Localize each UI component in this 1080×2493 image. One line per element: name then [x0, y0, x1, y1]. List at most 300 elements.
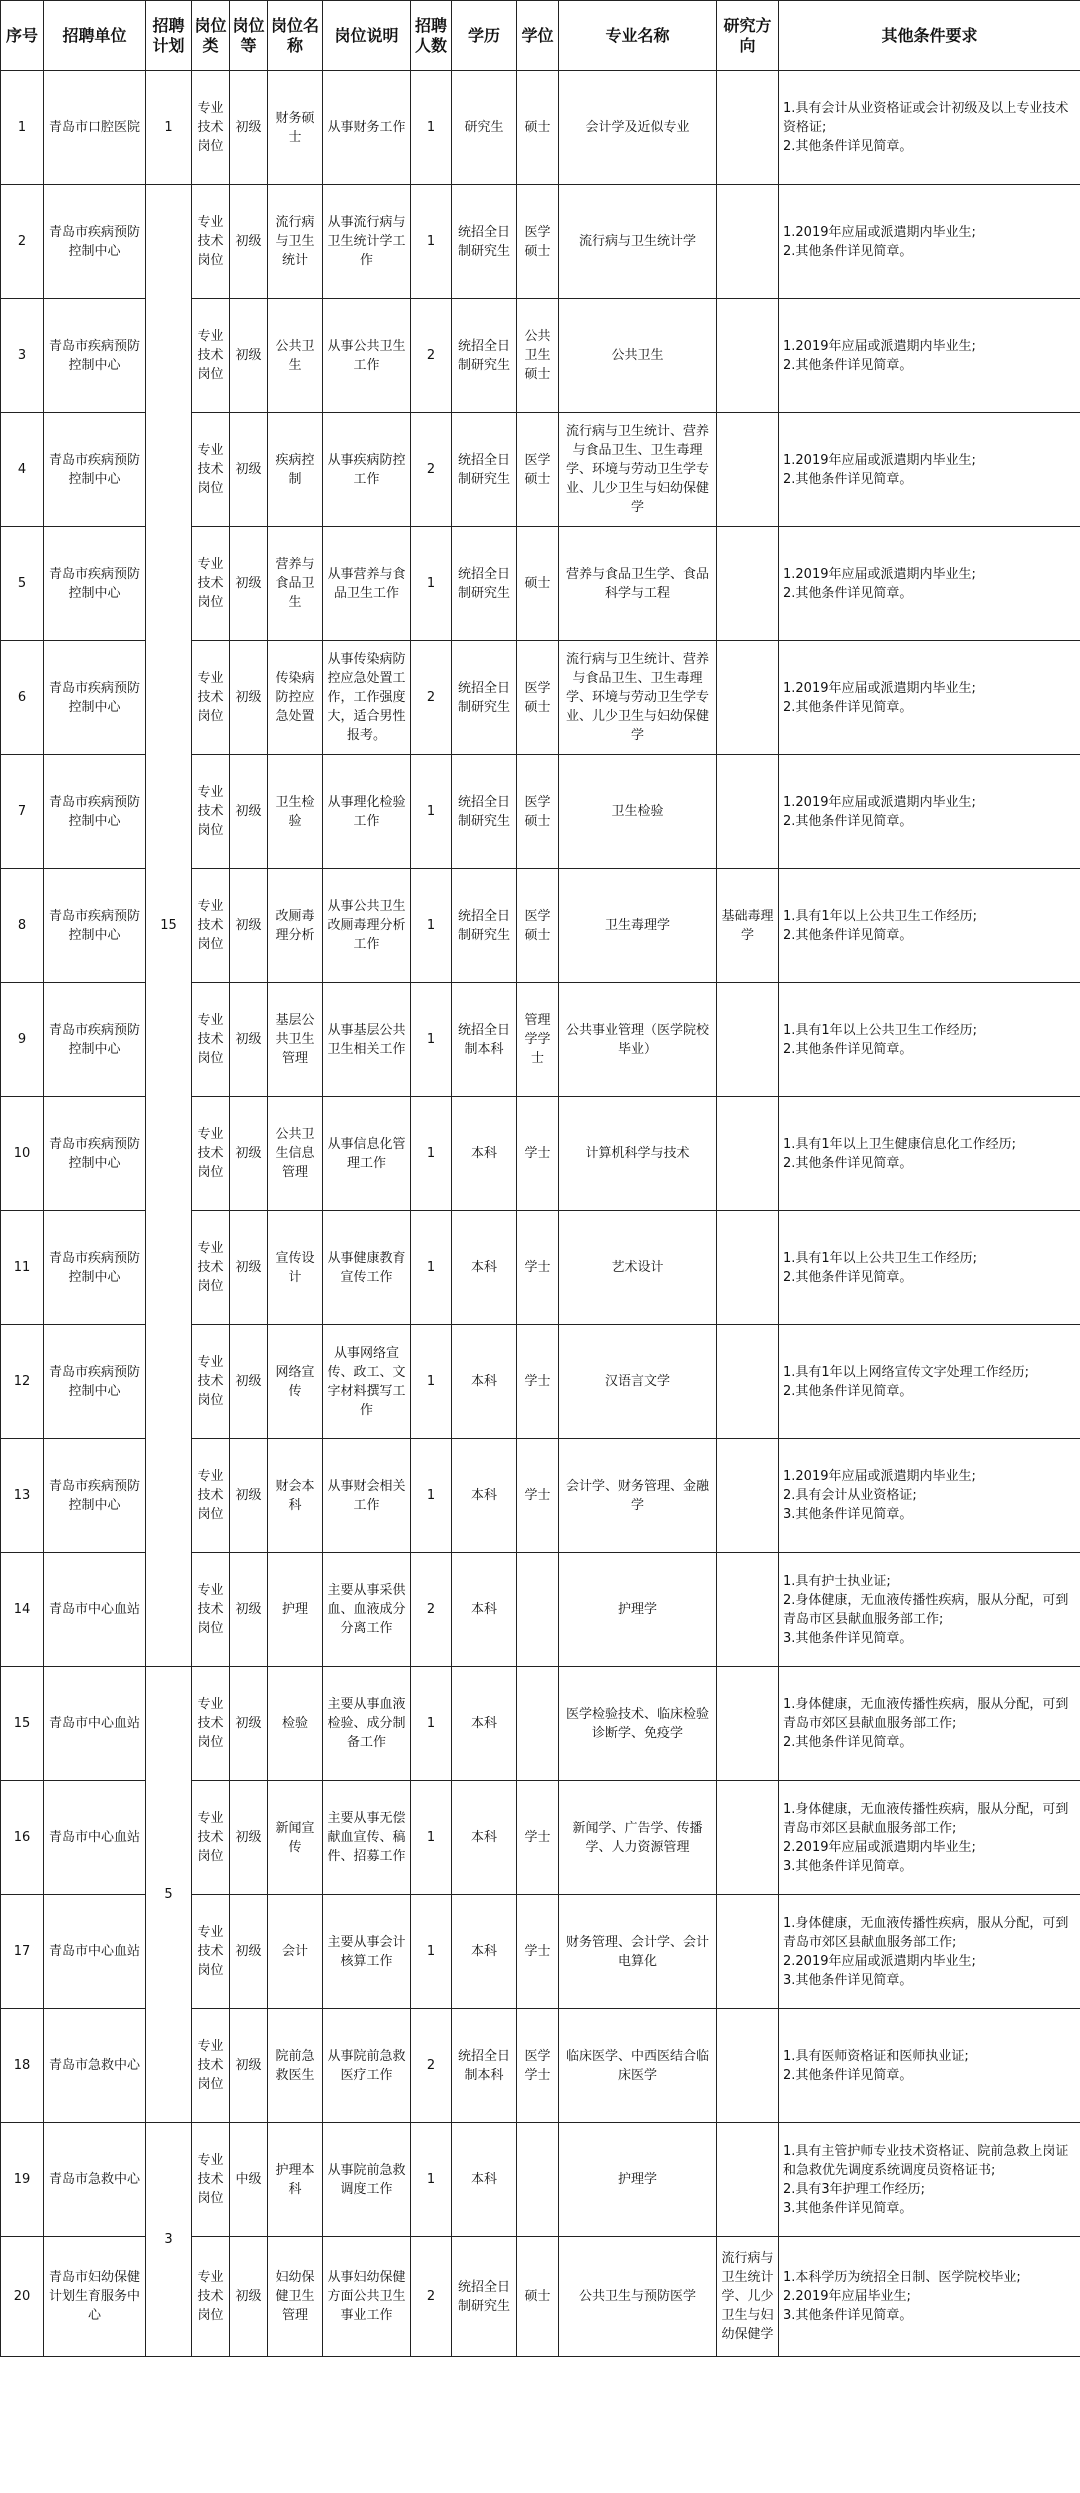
row-count: 1 [411, 527, 452, 641]
table-body [1, 71, 1080, 2357]
requirement-line: 2.其他条件详见简章。 [783, 813, 913, 829]
row-education: 统招全日制研究生 [452, 641, 517, 755]
row-category: 专业技术岗位 [192, 185, 230, 299]
row-seq: 10 [1, 1097, 44, 1211]
row-post: 公共卫生信息管理 [268, 1097, 323, 1211]
row-direction [717, 1439, 779, 1553]
row-major: 会计学、财务管理、金融学 [559, 1439, 717, 1553]
row-seq: 14 [1, 1553, 44, 1667]
row-unit: 青岛市妇幼保健计划生育服务中心 [44, 2237, 146, 2357]
row-plan: 15 [146, 185, 192, 1667]
row-requirements [779, 755, 1080, 869]
row-count: 2 [411, 2237, 452, 2357]
row-requirements [779, 71, 1080, 185]
requirement-line: 2.其他条件详见简章。 [783, 139, 913, 154]
requirement-line: 3.其他条件详见简章。 [783, 1507, 913, 1522]
row-plan: 3 [146, 2123, 192, 2357]
row-unit: 青岛市疾病预防控制中心 [44, 299, 146, 413]
row-grade: 初级 [230, 1895, 268, 2009]
row-unit: 青岛市疾病预防控制中心 [44, 527, 146, 641]
row-category: 专业技术岗位 [192, 413, 230, 527]
row-major: 公共卫生 [559, 299, 717, 413]
requirement-line: 2.2019年应届毕业生; [783, 2289, 911, 2304]
header-requirements: 其他条件要求 [779, 1, 1080, 71]
row-unit: 青岛市疾病预防控制中心 [44, 413, 146, 527]
requirement-line: 1.具有医师资格证和医师执业证; [783, 2048, 969, 2064]
row-description: 从事公共卫生工作 [323, 299, 411, 413]
row-education: 统招全日制本科 [452, 2009, 517, 2123]
requirement-line: 1.具有1年以上公共卫生工作经历; [783, 1022, 978, 1038]
requirement-line: 1.具有主管护师专业技术资格证、院前急救上岗证和急救优先调度系统调度员资格证书; [783, 2143, 1069, 2178]
row-description: 主要从事采供血、血液成分分离工作 [323, 1553, 411, 1667]
row-category: 专业技术岗位 [192, 1781, 230, 1895]
row-description: 从事公共卫生改厕毒理分析工作 [323, 869, 411, 983]
requirement-line: 1.身体健康，无血液传播性疾病，服从分配，可到青岛市郊区县献血服务部工作; [783, 1915, 1069, 1950]
header-plan: 招聘计划 [146, 1, 192, 71]
requirement-line: 1.2019年应届或派遣期内毕业生; [783, 680, 976, 696]
row-seq: 18 [1, 2009, 44, 2123]
row-description: 从事传染病防控应急处置工作，工作强度大，适合男性报考。 [323, 641, 411, 755]
row-unit: 青岛市急救中心 [44, 2123, 146, 2237]
row-direction [717, 2009, 779, 2123]
row-seq: 3 [1, 299, 44, 413]
row-seq: 19 [1, 2123, 44, 2237]
row-category: 专业技术岗位 [192, 1553, 230, 1667]
row-unit: 青岛市疾病预防控制中心 [44, 1439, 146, 1553]
row-requirements [779, 1667, 1080, 1781]
row-plan: 5 [146, 1667, 192, 2123]
row-direction [717, 2123, 779, 2237]
row-education: 本科 [452, 1097, 517, 1211]
row-unit: 青岛市疾病预防控制中心 [44, 755, 146, 869]
row-education: 本科 [452, 2123, 517, 2237]
row-category: 专业技术岗位 [192, 1211, 230, 1325]
requirement-line: 1.身体健康，无血液传播性疾病，服从分配，可到青岛市郊区县献血服务部工作; [783, 1697, 1069, 1731]
row-requirements [779, 299, 1080, 413]
row-requirements [779, 1211, 1080, 1325]
requirement-line: 2.具有会计从业资格证; [783, 1488, 917, 1503]
requirement-line: 3.其他条件详见简章。 [783, 2308, 913, 2323]
row-count: 1 [411, 1895, 452, 2009]
row-direction [717, 71, 779, 185]
row-education: 本科 [452, 1553, 517, 1667]
row-description: 从事流行病与卫生统计学工作 [323, 185, 411, 299]
row-category: 专业技术岗位 [192, 299, 230, 413]
row-seq: 9 [1, 983, 44, 1097]
row-education: 本科 [452, 1781, 517, 1895]
row-grade: 初级 [230, 2009, 268, 2123]
row-seq: 8 [1, 869, 44, 983]
header-row [1, 1, 1080, 71]
row-post: 护理本科 [268, 2123, 323, 2237]
row-direction [717, 299, 779, 413]
row-degree: 硕士 [517, 2237, 559, 2357]
header-category: 岗位类 [192, 1, 230, 71]
row-unit: 青岛市中心血站 [44, 1667, 146, 1781]
row-direction [717, 1895, 779, 2009]
row-education: 统招全日制研究生 [452, 2237, 517, 2357]
row-description: 从事营养与食品卫生工作 [323, 527, 411, 641]
row-degree [517, 1667, 559, 1781]
row-major: 艺术设计 [559, 1211, 717, 1325]
row-post: 疾病控制 [268, 413, 323, 527]
row-major: 公共卫生与预防医学 [559, 2237, 717, 2357]
requirement-line: 2.其他条件详见简章。 [783, 357, 913, 373]
row-seq: 1 [1, 71, 44, 185]
requirement-line: 3.其他条件详见简章。 [783, 1630, 913, 1646]
row-description: 从事疾病防控工作 [323, 413, 411, 527]
row-seq: 11 [1, 1211, 44, 1325]
row-grade: 初级 [230, 1211, 268, 1325]
row-count: 1 [411, 869, 452, 983]
row-education: 统招全日制研究生 [452, 527, 517, 641]
row-description: 从事财会相关工作 [323, 1439, 411, 1553]
row-seq: 5 [1, 527, 44, 641]
requirement-line: 2.其他条件详见简章。 [783, 1383, 913, 1399]
row-degree: 医学硕士 [517, 413, 559, 527]
row-grade: 初级 [230, 2237, 268, 2357]
row-degree: 管理学学士 [517, 983, 559, 1097]
row-education: 本科 [452, 1439, 517, 1553]
row-count: 1 [411, 185, 452, 299]
requirement-line: 1.具有1年以上网络宣传文字处理工作经历; [783, 1364, 1030, 1380]
row-education: 本科 [452, 1211, 517, 1325]
row-requirements [779, 1439, 1080, 1553]
row-education: 研究生 [452, 71, 517, 185]
row-description: 从事院前急救医疗工作 [323, 2009, 411, 2123]
row-description: 从事理化检验工作 [323, 755, 411, 869]
row-description: 主要从事血液检验、成分制备工作 [323, 1667, 411, 1781]
row-grade: 初级 [230, 869, 268, 983]
row-degree: 医学硕士 [517, 755, 559, 869]
row-count: 1 [411, 2123, 452, 2237]
requirement-line: 2.其他条件详见简章。 [783, 471, 913, 487]
row-description: 从事健康教育宣传工作 [323, 1211, 411, 1325]
row-count: 1 [411, 1439, 452, 1553]
row-direction [717, 641, 779, 755]
row-post: 改厕毒理分析 [268, 869, 323, 983]
row-seq: 17 [1, 1895, 44, 2009]
row-degree: 医学学士 [517, 2009, 559, 2123]
row-grade: 初级 [230, 413, 268, 527]
row-direction [717, 1097, 779, 1211]
row-degree: 学士 [517, 1439, 559, 1553]
row-category: 专业技术岗位 [192, 71, 230, 185]
row-major: 卫生检验 [559, 755, 717, 869]
requirement-line: 1.2019年应届或派遣期内毕业生; [783, 1469, 976, 1484]
row-post: 基层公共卫生管理 [268, 983, 323, 1097]
requirement-line: 2.其他条件详见简章。 [783, 243, 913, 259]
row-requirements [779, 1895, 1080, 2009]
requirement-line: 2.其他条件详见简章。 [783, 2067, 913, 2083]
row-requirements [779, 185, 1080, 299]
row-unit: 青岛市疾病预防控制中心 [44, 185, 146, 299]
row-count: 1 [411, 1211, 452, 1325]
row-direction [717, 1325, 779, 1439]
row-education: 本科 [452, 1325, 517, 1439]
row-unit: 青岛市疾病预防控制中心 [44, 1211, 146, 1325]
row-requirements [779, 641, 1080, 755]
row-category: 专业技术岗位 [192, 641, 230, 755]
row-count: 2 [411, 1553, 452, 1667]
row-education: 统招全日制研究生 [452, 869, 517, 983]
row-count: 1 [411, 1097, 452, 1211]
row-seq: 2 [1, 185, 44, 299]
row-seq: 16 [1, 1781, 44, 1895]
row-category: 专业技术岗位 [192, 869, 230, 983]
requirement-line: 1.2019年应届或派遣期内毕业生; [783, 224, 976, 240]
requirement-line: 3.其他条件详见简章。 [783, 2200, 913, 2216]
header-description: 岗位说明 [323, 1, 411, 71]
row-requirements [779, 869, 1080, 983]
requirement-line: 1.2019年应届或派遣期内毕业生; [783, 566, 976, 582]
row-grade: 初级 [230, 527, 268, 641]
row-requirements [779, 413, 1080, 527]
requirement-line: 2.其他条件详见简章。 [783, 1735, 913, 1750]
row-seq: 7 [1, 755, 44, 869]
row-post: 卫生检验 [268, 755, 323, 869]
row-description: 主要从事无偿献血宣传、稿件、招募工作 [323, 1781, 411, 1895]
row-unit: 青岛市中心血站 [44, 1895, 146, 2009]
row-description: 主要从事会计核算工作 [323, 1895, 411, 2009]
requirement-line: 2.其他条件详见简章。 [783, 1041, 913, 1057]
row-post: 公共卫生 [268, 299, 323, 413]
row-degree: 学士 [517, 1097, 559, 1211]
row-seq: 20 [1, 2237, 44, 2357]
row-post: 宣传设计 [268, 1211, 323, 1325]
row-grade: 初级 [230, 71, 268, 185]
row-count: 1 [411, 71, 452, 185]
requirement-line: 1.具有1年以上卫生健康信息化工作经历; [783, 1136, 1017, 1152]
row-seq: 15 [1, 1667, 44, 1781]
row-unit: 青岛市疾病预防控制中心 [44, 641, 146, 755]
requirement-line: 1.2019年应届或派遣期内毕业生; [783, 452, 976, 468]
row-education: 统招全日制研究生 [452, 185, 517, 299]
row-count: 1 [411, 1667, 452, 1781]
row-grade: 初级 [230, 1667, 268, 1781]
row-grade: 初级 [230, 1553, 268, 1667]
row-grade: 初级 [230, 299, 268, 413]
table-row [1, 1667, 1080, 1781]
row-count: 2 [411, 2009, 452, 2123]
header-unit: 招聘单位 [44, 1, 146, 71]
requirement-line: 2.其他条件详见简章。 [783, 699, 913, 715]
row-post: 传染病防控应急处置 [268, 641, 323, 755]
row-count: 2 [411, 641, 452, 755]
row-seq: 4 [1, 413, 44, 527]
row-grade: 中级 [230, 2123, 268, 2237]
header-grade: 岗位等 [230, 1, 268, 71]
row-requirements [779, 983, 1080, 1097]
requirement-line: 1.身体健康，无血液传播性疾病，服从分配，可到青岛市郊区县献血服务部工作; [783, 1801, 1069, 1836]
row-degree [517, 1553, 559, 1667]
row-major: 流行病与卫生统计、营养与食品卫生、卫生毒理学、环境与劳动卫生学专业、儿少卫生与妇幼保健学 [559, 413, 717, 527]
row-major: 新闻学、广告学、传播学、人力资源管理 [559, 1781, 717, 1895]
row-degree [517, 2123, 559, 2237]
row-degree: 学士 [517, 1781, 559, 1895]
row-major: 财务管理、会计学、会计电算化 [559, 1895, 717, 2009]
row-count: 2 [411, 299, 452, 413]
row-grade: 初级 [230, 1097, 268, 1211]
row-category: 专业技术岗位 [192, 1895, 230, 2009]
row-major: 会计学及近似专业 [559, 71, 717, 185]
row-category: 专业技术岗位 [192, 1325, 230, 1439]
row-unit: 青岛市疾病预防控制中心 [44, 1097, 146, 1211]
row-major: 临床医学、中西医结合临床医学 [559, 2009, 717, 2123]
header-post: 岗位名称 [268, 1, 323, 71]
row-education: 本科 [452, 1895, 517, 2009]
requirement-line: 2.其他条件详见简章。 [783, 1155, 913, 1171]
row-requirements [779, 1097, 1080, 1211]
requirement-line: 3.其他条件详见简章。 [783, 1972, 913, 1988]
row-description: 从事信息化管理工作 [323, 1097, 411, 1211]
row-unit: 青岛市中心血站 [44, 1781, 146, 1895]
row-degree: 医学硕士 [517, 185, 559, 299]
requirement-line: 1.本科学历为统招全日制、医学院校毕业; [783, 2270, 1021, 2285]
requirement-line: 2.2019年应届或派遣期内毕业生; [783, 1839, 976, 1855]
row-grade: 初级 [230, 641, 268, 755]
row-major: 护理学 [559, 2123, 717, 2237]
row-direction [717, 1667, 779, 1781]
row-direction [717, 983, 779, 1097]
row-post: 护理 [268, 1553, 323, 1667]
row-unit: 青岛市口腔医院 [44, 71, 146, 185]
row-category: 专业技术岗位 [192, 1439, 230, 1553]
row-category: 专业技术岗位 [192, 527, 230, 641]
row-education: 统招全日制本科 [452, 983, 517, 1097]
row-major: 计算机科学与技术 [559, 1097, 717, 1211]
row-degree: 学士 [517, 1895, 559, 2009]
row-direction: 流行病与卫生统计学、儿少卫生与妇幼保健学 [717, 2237, 779, 2357]
row-education: 统招全日制研究生 [452, 413, 517, 527]
row-degree: 学士 [517, 1325, 559, 1439]
row-education: 本科 [452, 1667, 517, 1781]
row-seq: 13 [1, 1439, 44, 1553]
row-count: 1 [411, 983, 452, 1097]
row-description: 从事院前急救调度工作 [323, 2123, 411, 2237]
row-category: 专业技术岗位 [192, 2237, 230, 2357]
row-unit: 青岛市疾病预防控制中心 [44, 983, 146, 1097]
row-post: 财务硕士 [268, 71, 323, 185]
requirement-line: 2.其他条件详见简章。 [783, 927, 913, 943]
row-major: 医学检验技术、临床检验诊断学、免疫学 [559, 1667, 717, 1781]
row-direction [717, 1781, 779, 1895]
row-direction [717, 185, 779, 299]
row-major: 公共事业管理（医学院校毕业） [559, 983, 717, 1097]
header-seq: 序号 [1, 1, 44, 71]
row-degree: 学士 [517, 1211, 559, 1325]
row-requirements [779, 2009, 1080, 2123]
row-post: 流行病与卫生统计 [268, 185, 323, 299]
row-description: 从事基层公共卫生相关工作 [323, 983, 411, 1097]
row-degree: 医学硕士 [517, 869, 559, 983]
header-direction: 研究方向 [717, 1, 779, 71]
row-direction [717, 413, 779, 527]
row-major: 流行病与卫生统计学 [559, 185, 717, 299]
requirement-line: 2.其他条件详见简章。 [783, 585, 913, 601]
table-row [1, 185, 1080, 299]
row-category: 专业技术岗位 [192, 2009, 230, 2123]
row-grade: 初级 [230, 755, 268, 869]
row-direction [717, 1211, 779, 1325]
row-degree: 公共卫生硕士 [517, 299, 559, 413]
row-count: 1 [411, 755, 452, 869]
row-direction [717, 755, 779, 869]
row-description: 从事妇幼保健方面公共卫生事业工作 [323, 2237, 411, 2357]
requirement-line: 2.2019年应届或派遣期内毕业生; [783, 1953, 976, 1969]
row-grade: 初级 [230, 1439, 268, 1553]
row-major: 卫生毒理学 [559, 869, 717, 983]
row-plan: 1 [146, 71, 192, 185]
row-description: 从事网络宣传、政工、文字材料撰写工作 [323, 1325, 411, 1439]
row-grade: 初级 [230, 983, 268, 1097]
row-education: 统招全日制研究生 [452, 299, 517, 413]
row-post: 新闻宣传 [268, 1781, 323, 1895]
row-unit: 青岛市疾病预防控制中心 [44, 1325, 146, 1439]
row-post: 检验 [268, 1667, 323, 1781]
row-category: 专业技术岗位 [192, 983, 230, 1097]
row-direction [717, 1553, 779, 1667]
requirement-line: 2.身体健康，无血液传播性疾病，服从分配，可到青岛市区县献血服务部工作; [783, 1592, 1069, 1627]
row-post: 会计 [268, 1895, 323, 2009]
row-description: 从事财务工作 [323, 71, 411, 185]
row-unit: 青岛市中心血站 [44, 1553, 146, 1667]
row-requirements [779, 2237, 1080, 2357]
row-education: 统招全日制研究生 [452, 755, 517, 869]
row-grade: 初级 [230, 185, 268, 299]
requirement-line: 1.2019年应届或派遣期内毕业生; [783, 794, 976, 810]
row-major: 流行病与卫生统计、营养与食品卫生、卫生毒理学、环境与劳动卫生学专业、儿少卫生与妇幼保健学 [559, 641, 717, 755]
row-degree: 硕士 [517, 71, 559, 185]
row-major: 护理学 [559, 1553, 717, 1667]
row-category: 专业技术岗位 [192, 755, 230, 869]
row-seq: 6 [1, 641, 44, 755]
row-major: 汉语言文学 [559, 1325, 717, 1439]
header-major: 专业名称 [559, 1, 717, 71]
header-count: 招聘人数 [411, 1, 452, 71]
row-post: 财会本科 [268, 1439, 323, 1553]
row-unit: 青岛市疾病预防控制中心 [44, 869, 146, 983]
requirement-line: 1.2019年应届或派遣期内毕业生; [783, 338, 976, 354]
row-requirements [779, 527, 1080, 641]
requirement-line: 2.具有3年护理工作经历; [783, 2181, 926, 2197]
requirement-line: 1.具有会计从业资格证或会计初级及以上专业技术资格证; [783, 101, 1069, 135]
table-row [1, 71, 1080, 185]
row-degree: 医学硕士 [517, 641, 559, 755]
requirement-line: 1.具有护士执业证; [783, 1573, 891, 1589]
table-row [1, 2123, 1080, 2237]
row-degree: 硕士 [517, 527, 559, 641]
row-post: 营养与食品卫生 [268, 527, 323, 641]
row-count: 1 [411, 1781, 452, 1895]
row-major: 营养与食品卫生学、食品科学与工程 [559, 527, 717, 641]
row-requirements [779, 1553, 1080, 1667]
row-post: 网络宣传 [268, 1325, 323, 1439]
row-direction [717, 527, 779, 641]
row-requirements [779, 1325, 1080, 1439]
row-seq: 12 [1, 1325, 44, 1439]
row-count: 2 [411, 413, 452, 527]
row-requirements [779, 1781, 1080, 1895]
requirement-line: 1.具有1年以上公共卫生工作经历; [783, 1250, 978, 1266]
row-count: 1 [411, 1325, 452, 1439]
header-education: 学历 [452, 1, 517, 71]
header-degree: 学位 [517, 1, 559, 71]
row-post: 院前急救医生 [268, 2009, 323, 2123]
row-grade: 初级 [230, 1325, 268, 1439]
requirement-line: 1.具有1年以上公共卫生工作经历; [783, 908, 978, 924]
row-category: 专业技术岗位 [192, 1097, 230, 1211]
